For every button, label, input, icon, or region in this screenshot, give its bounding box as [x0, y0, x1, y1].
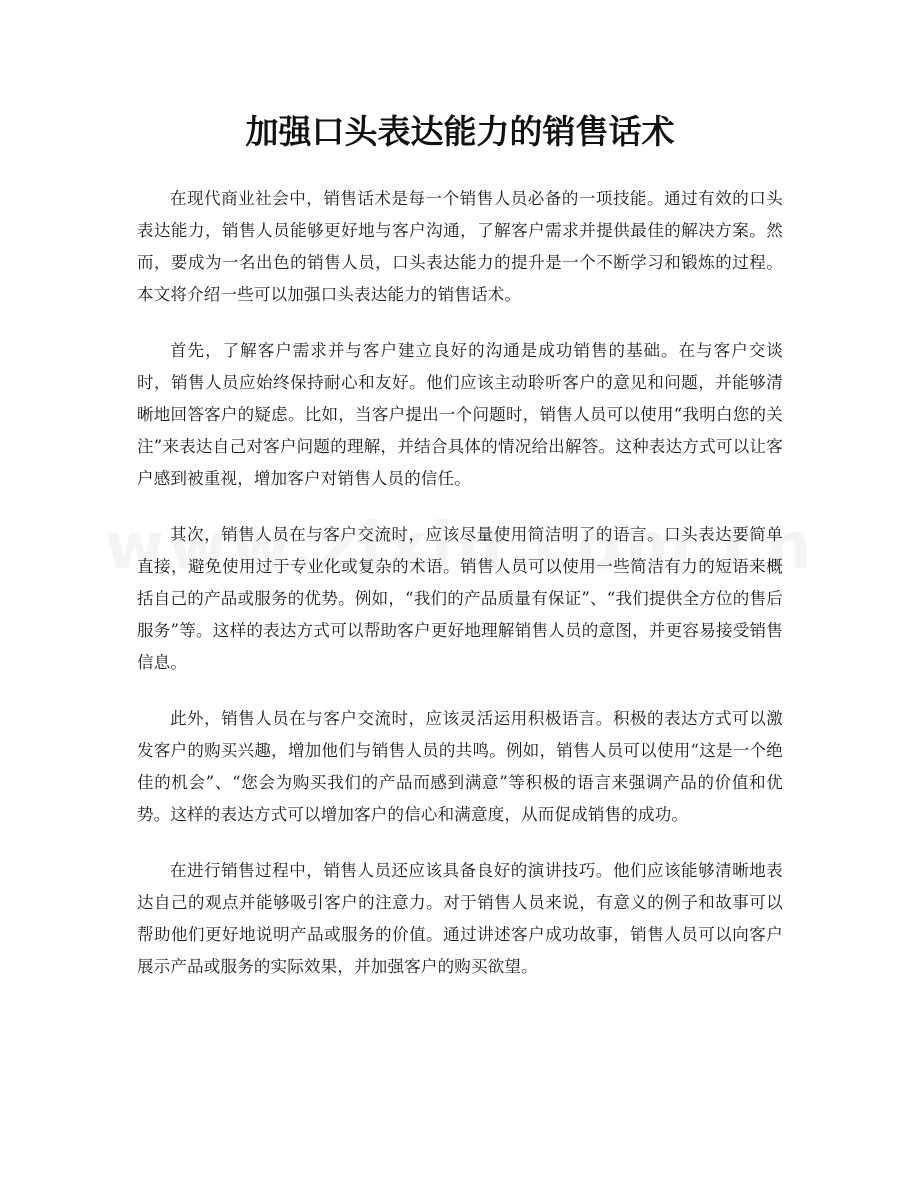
paragraph-4: 此外，销售人员在与客户交流时，应该灵活运用积极语言。积极的表达方式可以激发客户的购买兴趣，增加他们与销售人员的共鸣。例如，销售人员可以使用“这是一个绝佳的机会”、“您会为购买我们的产品而感到满意”等积极的语言来强调产品的价值和优势。这样的表达方式可以增加客户的信心和满意度，从而促成销售的成功。: [137, 709, 783, 824]
paragraph-5: 在进行销售过程中，销售人员还应该具备良好的演讲技巧。他们应该能够清晰地表达自己的观点并能够吸引客户的注意力。对于销售人员来说，有意义的例子和故事可以帮助他们更好地说明产品或服务的价值。通过讲述客户成功故事，销售人员可以向客户展示产品或服务的实际效果，并加强客户的购买欲望。: [137, 861, 783, 976]
document-body: [137, 183, 783, 1007]
paragraph-2: 首先，了解客户需求并与客户建立良好的沟通是成功销售的基础。在与客户交谈时，销售人员应始终保持耐心和友好。他们应该主动聆听客户的意见和问题，并能够清晰地回答客户的疑虑。比如，当客户提出一个问题时，销售人员可以使用“我明白您的关注”来表达自己对客户问题的理解，并结合具体的情况给出解答。这种表达方式可以让客户感到被重视，增加客户对销售人员的信任。: [137, 341, 783, 488]
paragraph-3: 其次，销售人员在与客户交流时，应该尽量使用简洁明了的语言。口头表达要简单直接，避免使用过于专业化或复杂的术语。销售人员可以使用一些简洁有力的短语来概括自己的产品或服务的优势。例如，“我们的产品质量有保证”、“我们提供全方位的售后服务”等。这样的表达方式可以帮助客户更好地理解销售人员的意图，并更容易接受销售信息。: [137, 525, 783, 672]
document-title: 加强口头表达能力的销售话术: [245, 112, 675, 151]
paragraph-1: 在现代商业社会中，销售话术是每一个销售人员必备的一项技能。通过有效的口头表达能力，销售人员能够更好地与客户沟通，了解客户需求并提供最佳的解决方案。然而，要成为一名出色的销售人员，口头表达能力的提升是一个不断学习和锻炼的过程。本文将介绍一些可以加强口头表达能力的销售话术。: [137, 189, 783, 304]
